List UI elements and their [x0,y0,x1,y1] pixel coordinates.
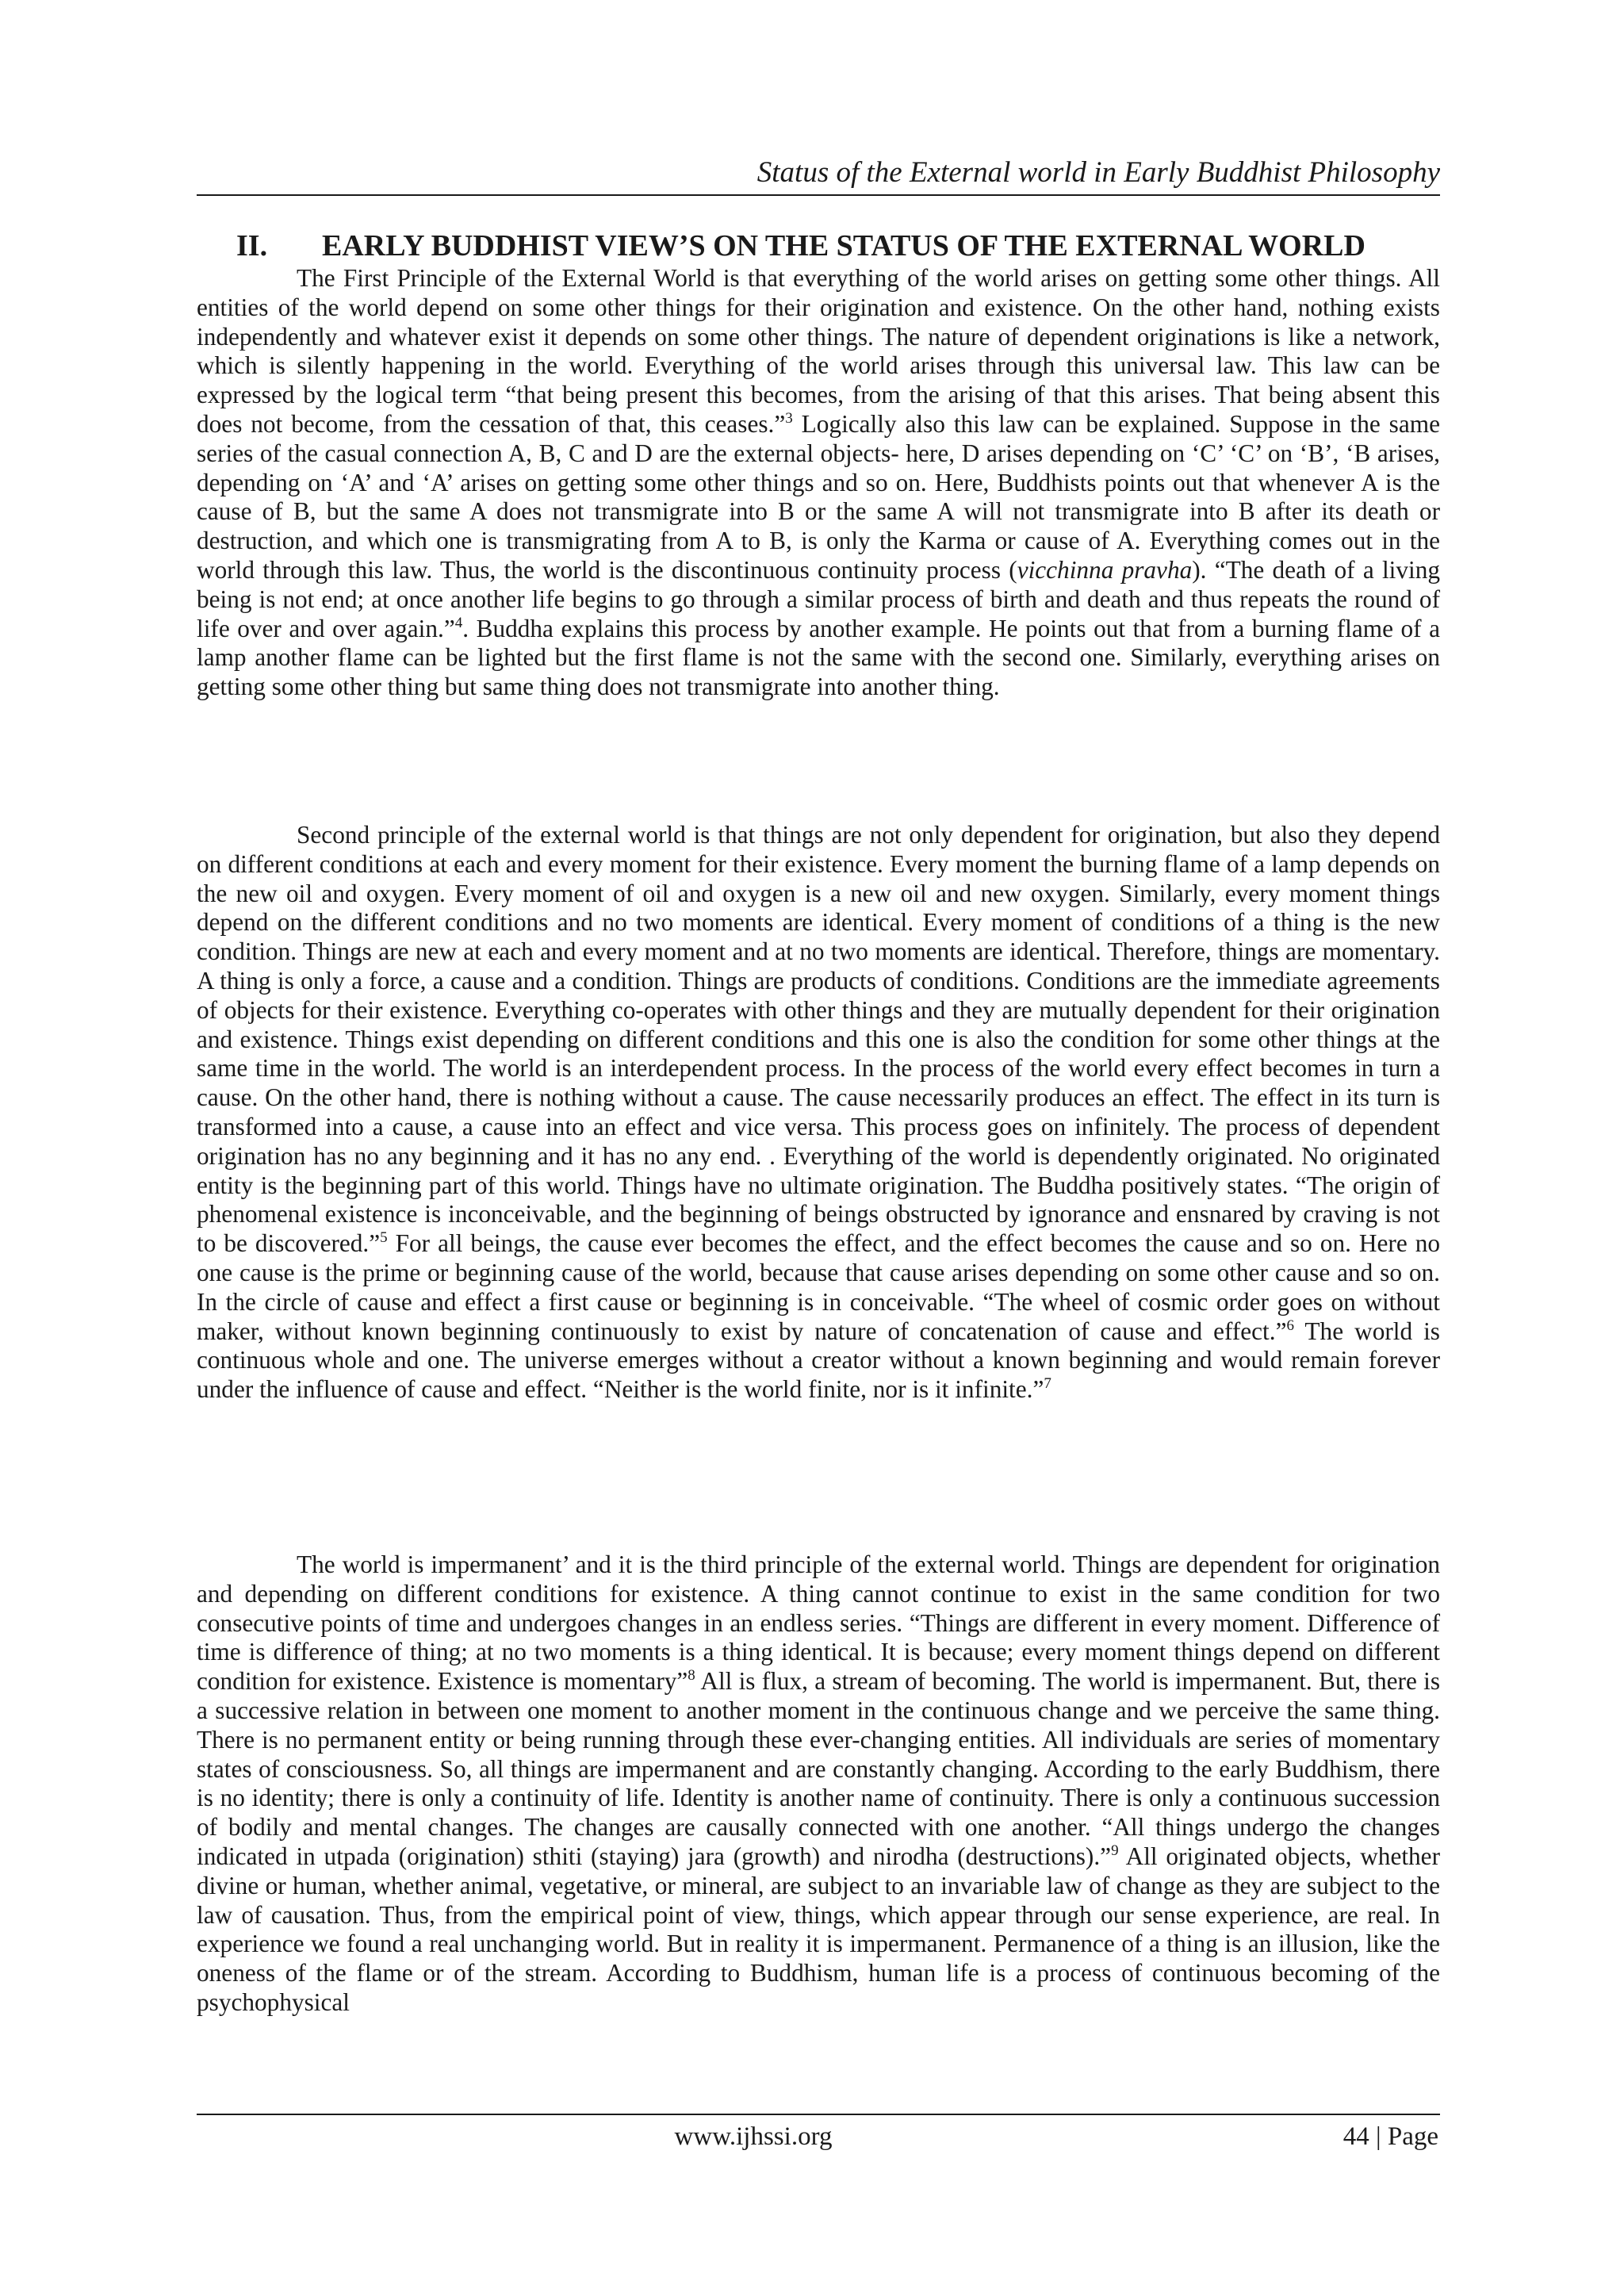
section-number: II. [236,229,268,263]
paragraph-3-text-c: All originated objects, whether divine or human, whether animal, vegetative, or mineral, are subject to an invariable law of change as they are subject to the law of causation. Thus, from the empirical point of view, things, which appear through our sense experience, are real. In experience we found a real unchanging world. But in reality it is impermanent. Permanence of a thing is an illusion, like the oneness of the flame or of the stream. According to Buddhism, human life is a process of continuous becoming of the psychophysical [197,1842,1440,2016]
footnote-ref-7: 7 [1044,1375,1051,1393]
section-title: EARLY BUDDHIST VIEW’S ON THE STATUS OF THE EXTERNAL WORLD [322,229,1365,263]
paragraph-3-text-b: All is flux, a stream of becoming. The world is impermanent. But, there is a successive relation in between one moment to another moment in the continuous change and we perceive the same thing. There is no permanent entity or being running through these ever-changing entities. All individuals are series of momentary states of consciousness. So, all things are impermanent and are constantly changing. According to the early Buddhism, there is no identity; there is only a continuity of life. Identity is another name of continuity. There is only a continuous succession of bodily and mental changes. The changes are causally connected with one another. “All things undergo the changes indicated in utpada (origination) sthiti (staying) jara (growth) and nirodha (destructions).” [197,1667,1441,1870]
paragraph-1-text-c: ). “The death of a living being is not end; at once another life begins to go through a similar process of birth and death and thus repeats the round of life over and over again.” [197,555,1440,642]
footnote-ref-6: 6 [1286,1317,1294,1334]
paragraph-2-text-b: For all beings, the cause ever becomes the effect, and the effect becomes the cause and so on. Here no one cause is the prime or beginning cause of the world, because that cause arises depending on some other cause and so on. In the circle of cause and effect a first cause or beginning is in conceivable. “The wheel of cosmic order goes on without maker, without known beginning continuously to exist by nature of concatenation of cause and effect.” [197,1229,1440,1345]
footnote-ref-3: 3 [785,409,793,427]
header-rule [197,194,1440,196]
footer-rule [197,2114,1440,2115]
footer-page-number: 44 | Page [1342,2122,1438,2151]
footnote-ref-9: 9 [1111,1842,1119,1859]
paragraph-2-text-a: Second principle of the external world is that things are not only dependent for origination, but also they depend on different conditions at each and every moment for their existence. Every moment the burning flame of a lamp depends on the new oil and oxygen. Every moment of oil and oxygen is a new oil and new oxygen. Similarly, every moment things depend on the different conditions and no two moments are identical. Every moment of conditions of a thing is the new condition. Things are new at each and every moment and at no two moments are identical. Therefore, things are momentary. A thing is only a force, a cause and a condition. Things are products of conditions. Conditions are the immediate agreements of objects for their existence. Everything co-operates with other things and they are mutually dependent for their origination and existence. Things exist depending on different conditions and this one is also the condition for some other things at the same time in the world. The world is an interdependent process. In the process of the world every effect becomes in turn a cause. On the other hand, there is nothing without a cause. The cause necessarily produces an effect. The effect in its turn is transformed into a cause, a cause into an effect and vice versa. This process goes on infinitely. The process of dependent origination has no any beginning and it has no any end. . Everything of the world is dependently originated. No originated entity is the beginning part of this world. Things have no ultimate origination. The Buddha positively states. “The origin of phenomenal existence is inconceivable, and the beginning of beings obstructed by ignorance and ensnared by craving is not to be discovered.” [197,821,1440,1258]
paragraph-1 [197,264,1440,702]
footnote-ref-8: 8 [688,1667,695,1685]
paragraph-2 [197,821,1440,1405]
paragraph-1-text-a: The First Principle of the External World is that everything of the world arises on getting some other things. All entities of the world depend on some other things for their origination and existence. On the other hand, nothing exists independently and whatever exist it depends on some other things. The nature of dependent originations is like a network, which is silently happening in the world. Everything of the world arises through this universal law. This law can be expressed by the logical term “that being present this becomes, from the arising of that this arises. That being absent this does not become, from the cessation of that, this ceases.” [197,264,1440,438]
paragraph-2-text-c: The world is continuous whole and one. The universe emerges without a creator without a known beginning and would remain forever under the influence of cause and effect. “Neither is the world finite, nor is it infinite.” [197,1317,1440,1404]
footnote-ref-5: 5 [380,1229,388,1247]
paragraph-1-text-b: Logically also this law can be explained. Suppose in the same series of the casual connection A, B, C and D are the external objects- here, D arises depending on ‘C’ ‘C’ on ‘B’, ‘B arises, depending on ‘A’ and ‘A’ arises on getting some other things and so on. Here, Buddhists points out that whenever A is the cause of B, but the same A does not transmigrate into B or the same A will not transmigrate into B after its death or destruction, and which one is transmigrating from A to B, is only the Karma or cause of A. Everything comes out in the world through this law. Thus, the world is the discontinuous continuity process ( [197,409,1440,584]
footer-website: www.ijhssi.org [674,2122,833,2151]
paragraph-3-text-a: The world is impermanent’ and it is the third principle of the external world. Things are dependent for origination and depending on different conditions for existence. A thing cannot continue to exist in the same condition for two consecutive points of time and undergoes changes in an endless series. “Things are different in every moment. Difference of time is difference of thing; at no two moments is a thing identical. It is because; every moment things depend on different condition for existence. Existence is momentary” [197,1550,1440,1696]
paragraph-1-italic-term: vicchinna pravha [1017,555,1193,584]
footnote-ref-4: 4 [454,614,463,631]
paragraph-3 [197,1550,1440,2018]
running-header: Status of the External world in Early Buddhist Philosophy [756,156,1440,189]
section-heading [236,227,1442,265]
paragraph-1-text-d: . Buddha explains this process by another example. He points out that from a burning flame of a lamp another flame can be lighted but the first flame is not the same with the second one. Similarly, everything arises on getting some other thing but same thing does not transmigrate into another thing. [197,614,1440,701]
